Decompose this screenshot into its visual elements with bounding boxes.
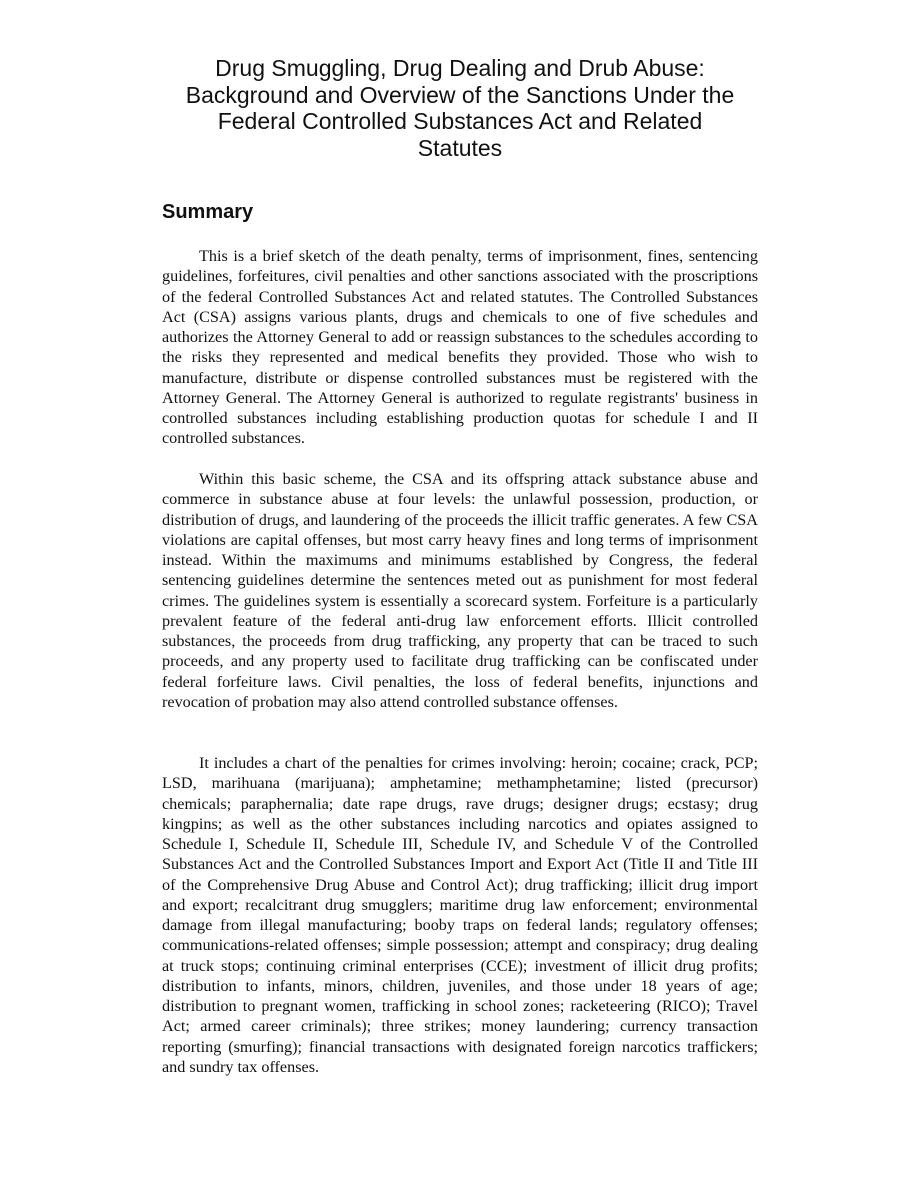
title-line: Drug Smuggling, Drug Dealing and Drub Abuse:	[215, 55, 705, 81]
summary-paragraph-3: It includes a chart of the penalties for crimes involving: heroin; cocaine; crack, PCP; LSD, marihuana (marijuana); amphetamine; methamphetamine; listed (precursor) chemicals; paraphernalia; date rape drugs, rave drugs; designer drugs; ecstasy; drug kingpins; as well as the other substances including narcotics and opiates assigned to Schedule I, Schedule II, Schedule III, Schedule IV, and Schedule V of the Controlled Substances Act and the Controlled Substances Import and Export Act (Title II and Title III of the Comprehensive Drug Abuse and Control Act); drug trafficking; illicit drug import and export; recalcitrant drug smugglers; maritime drug law enforcement; environmental damage from illegal manufacturing; booby traps on federal lands; regulatory offenses; communications-related offenses; simple possession; attempt and conspiracy; drug dealing at truck stops; continuing criminal enterprises (CCE); investment of illicit drug profits; distribution to infants, minors, children, juveniles, and those under 18 years of age; distribution to pregnant women, trafficking in school zones; racketeering (RICO); Travel Act; armed career criminals); three strikes; money laundering; currency transaction reporting (smurfing); financial transactions with designated foreign narcotics traffickers; and sundry tax offenses.	[162, 754, 758, 1076]
summary-paragraph-1: This is a brief sketch of the death penalty, terms of imprisonment, fines, sentencing guidelines, forfeitures, civil penalties and other sanctions associated with the proscriptions of the federal Controlled Substances Act and related statutes. The Controlled Substances Act (CSA) assigns various plants, drugs and chemicals to one of five schedules and authorizes the Attorney General to add or reassign substances to the schedules according to the risks they represented and medical benefits they provided. Those who wish to manufacture, distribute or dispense controlled substances must be registered with the Attorney General. The Attorney General is authorized to regulate registrants' business in controlled substances including establishing production quotas for schedule I and II controlled substances.	[162, 247, 758, 448]
title-line: Background and Overview of the Sanctions Under the	[185, 81, 735, 108]
summary-paragraph-2: Within this basic scheme, the CSA and its offspring attack substance abuse and commerce in substance abuse at four levels: the unlawful possession, production, or distribution of drugs, and laundering of the proceeds the illicit traffic generates. A few CSA violations are capital offenses, but most carry heavy fines and long terms of imprisonment instead. Within the maximums and minimums established by Congress, the federal sentencing guidelines determine the sentences meted out as punishment for most federal crimes. The guidelines system is essentially a scorecard system. Forfeiture is a particularly prevalent feature of the federal anti-drug law enforcement efforts. Illicit controlled substances, the proceeds from drug trafficking, any property that can be traced to such proceeds, and any property used to facilitate drug trafficking can be confiscated under federal forfeiture laws. Civil penalties, the loss of federal benefits, injunctions and revocation of probation may also attend controlled substance offenses.	[162, 470, 758, 711]
title-line: Statutes	[417, 134, 503, 161]
section-heading-summary: Summary	[162, 201, 254, 223]
document-title	[162, 55, 758, 161]
title-line: Federal Controlled Substances Act and Related	[217, 108, 703, 134]
